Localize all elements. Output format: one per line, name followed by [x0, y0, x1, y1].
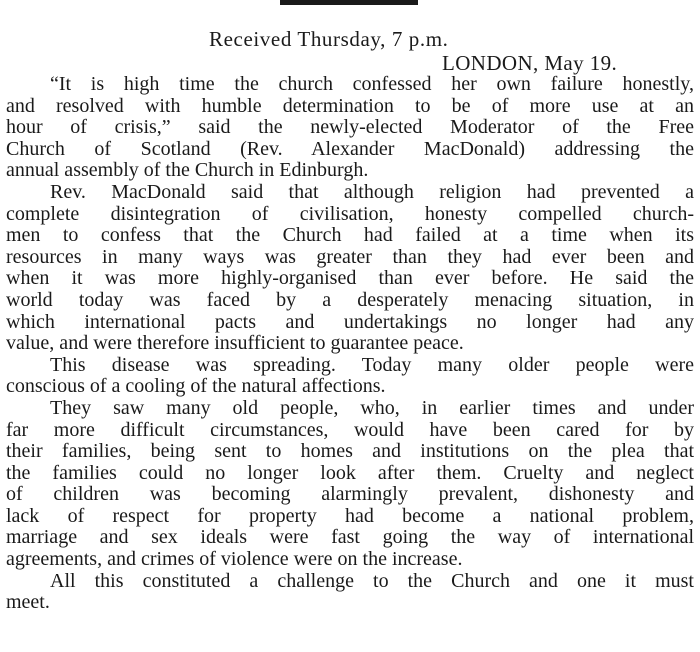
text-line: the families could no longer look after them. Cruelty and neglect	[6, 461, 694, 484]
text-line: lack of respect for property had become a national problem,	[6, 504, 694, 527]
text-line: men to confess that the Church had failed at a time when its	[6, 224, 694, 247]
text-line: resources in many ways was greater than they had ever been and	[6, 245, 694, 268]
text-line: marriage and sex ideals were fast going the way of international	[6, 526, 694, 549]
text-line: when it was more highly-organised than ever before. He said the	[6, 267, 694, 290]
paragraph-4	[6, 398, 694, 571]
text-line: conscious of a cooling of the natural affections.	[6, 375, 386, 398]
text-line: of children was becoming alarmingly prevalent, dishonesty and	[6, 483, 694, 506]
text-line: value, and were therefore insufficient to guarantee peace.	[6, 332, 464, 355]
paragraph-3	[6, 355, 694, 398]
text-line: agreements, and crimes of violence were on the increase.	[6, 548, 463, 571]
text-line: annual assembly of the Church in Edinburgh.	[6, 159, 369, 182]
text-line: Rev. MacDonald said that although religion had prevented a	[50, 180, 694, 203]
text-line: their families, being sent to homes and institutions on the plea that	[6, 440, 694, 463]
paragraph-5	[6, 571, 694, 614]
text-line: They saw many old people, who, in earlier times and under	[50, 396, 694, 419]
top-rule-divider	[280, 0, 418, 5]
text-line: far more difficult circumstances, would have been cared for by	[6, 418, 694, 441]
paragraph-2	[6, 182, 694, 355]
text-line: All this constituted a challenge to the Church and one it must	[50, 569, 694, 592]
text-line: This disease was spreading. Today many older people were	[50, 353, 694, 376]
location-date: LONDON, May 19.	[442, 51, 618, 75]
paragraph-1	[6, 74, 694, 182]
text-line: world today was faced by a desperately menacing situation, in	[6, 288, 694, 311]
text-line: complete disintegration of civilisation, honesty compelled church-	[6, 202, 694, 225]
text-line: hour of crisis,” said the newly-elected Moderator of the Free	[6, 116, 694, 139]
dateline: Received Thursday, 7 p.m.	[209, 27, 449, 51]
text-line: and resolved with humble determination to be of more use at an	[6, 94, 694, 117]
text-line: “It is high time the church confessed her own failure honestly,	[50, 73, 694, 95]
text-line: meet.	[6, 591, 50, 614]
text-line: which international pacts and undertakings no longer had any	[6, 310, 694, 333]
text-line: Church of Scotland (Rev. Alexander MacDonald) addressing the	[6, 137, 694, 160]
article-body	[6, 74, 694, 614]
